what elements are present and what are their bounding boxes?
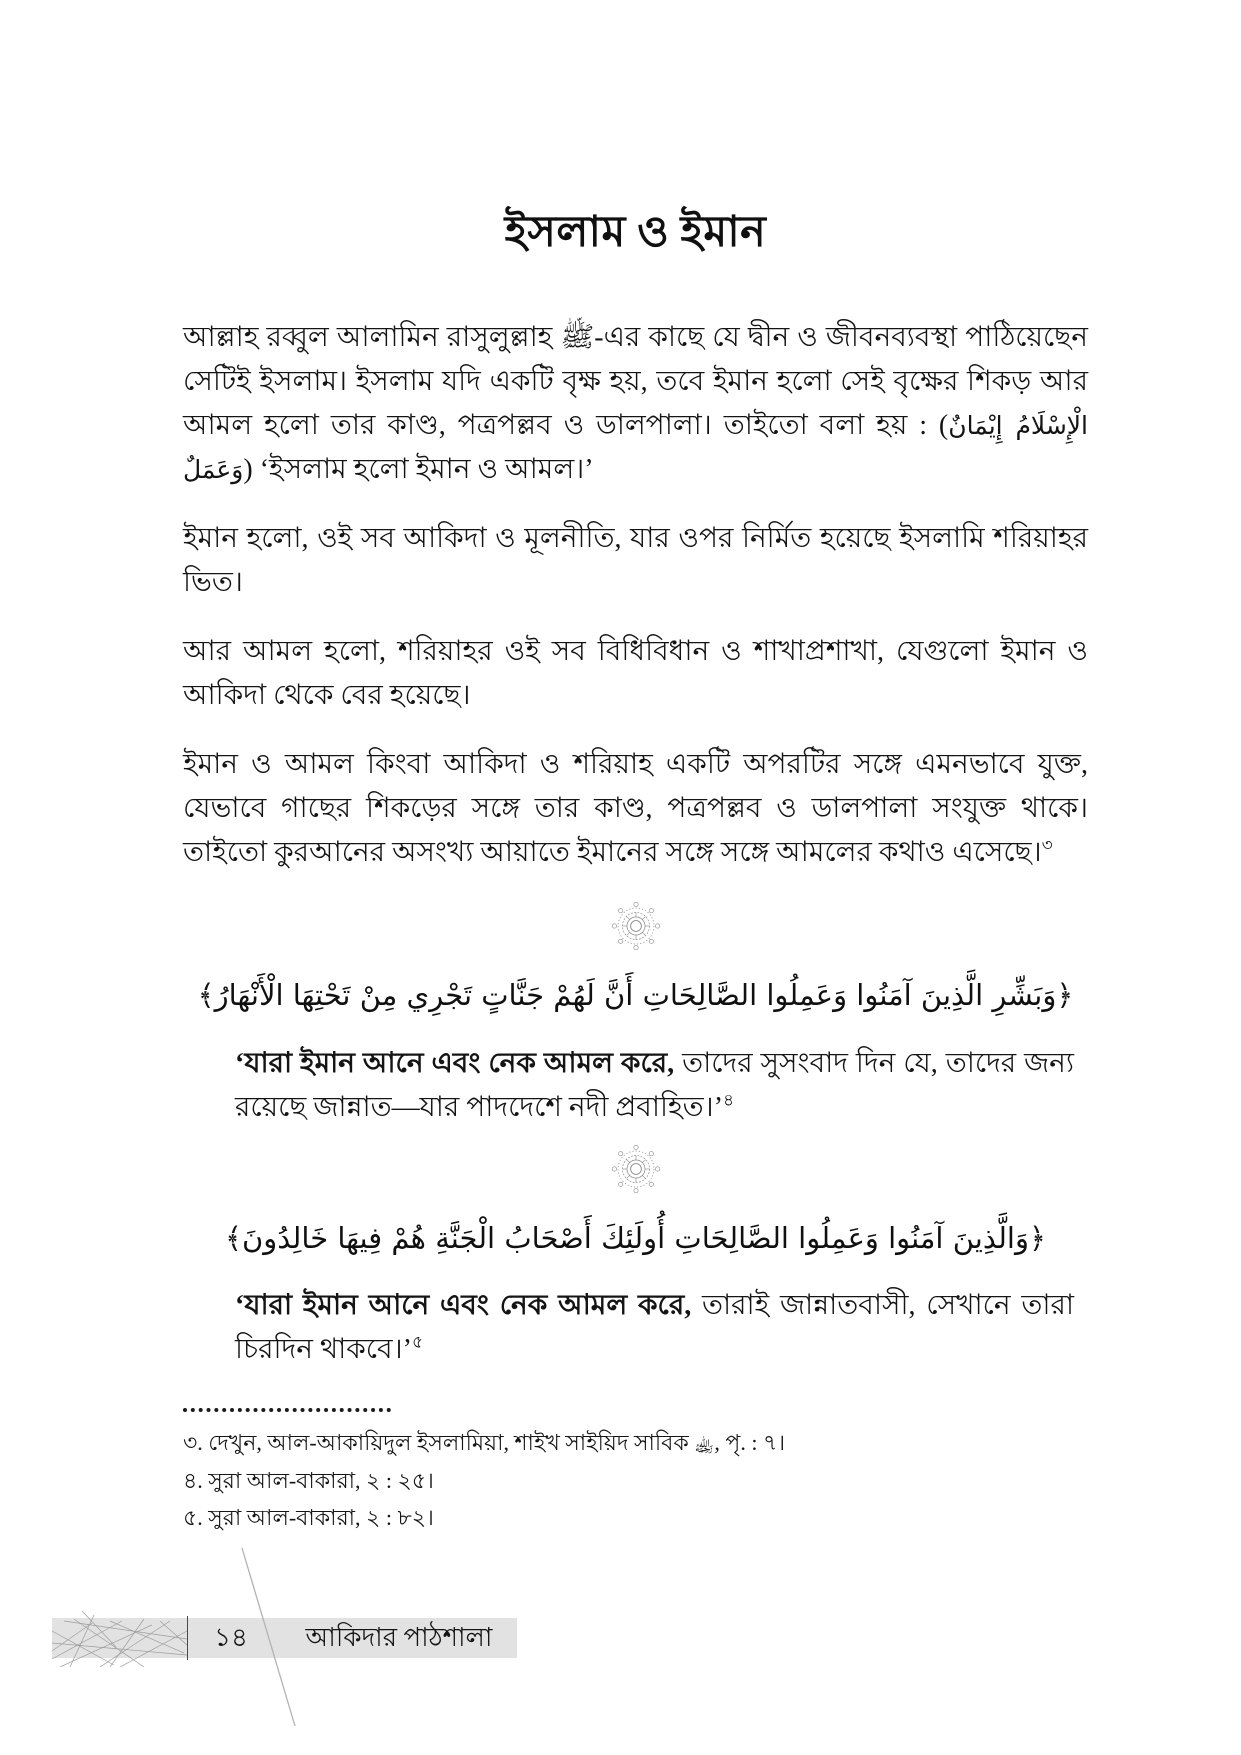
footnote: ৩. দেখুন, আল-আকায়িদুল ইসলামিয়া, শাইখ সাইয়িদ সাবিক ﵀, পৃ. : ৭। [183, 1429, 786, 1455]
ornament-rosette-icon [609, 1142, 663, 1196]
paragraph-iman-amal-relation [183, 743, 1088, 875]
geometric-lines-art [52, 1609, 187, 1667]
ornament-rosette-icon [609, 899, 663, 953]
pbuh-calligraphy-symbol: ﷺ [560, 320, 595, 353]
paragraph-text: -এর কাছে যে দ্বীন ও জীবনব্যবস্থা পাঠিয়েছেন সেটিই ইসলাম। ইসলাম যদি একটি বৃক্ষ হয়, তবে ইমান হলো সেই বৃক্ষের শিকড় আর আমল হলো তার কাণ্ড, পত্রপল্লব ও ডালপালা। তাইতো বলা হয় : ( [183, 322, 1088, 441]
footnote-reference: ৩ [1041, 835, 1053, 855]
footnote: ৪. সুরা আল-বাকারা, ২ : ২৫। [183, 1467, 434, 1493]
translation-bold-lead: ‘যারা ইমান আনে এবং নেক আমল করে, [235, 1047, 675, 1079]
book-title: আকিদার পাঠশালা [305, 1623, 493, 1652]
paragraph-amal-definition: আর আমল হলো, শরিয়াহর ওই সব বিধিবিধান ও শাখাপ্রশাখা, যেগুলো ইমান ও আকিদা থেকে বের হয়েছে। [183, 635, 1088, 711]
page-title: ইসলাম ও ইমান [504, 209, 767, 256]
page-number: ১৪ [214, 1623, 248, 1652]
footnotes-section [183, 1424, 1088, 1537]
paragraph-iman-definition: ইমান হলো, ওই সব আকিদা ও মূলনীতি, যার ওপর নির্মিত হয়েছে ইসলামি শরিয়াহর ভিত। [183, 522, 1088, 598]
arabic-inline-phrase: الْإِسْلَامُ إِيْمَانٌ وَعَمَلٌ [183, 410, 1088, 484]
footer-divider-line [187, 1616, 188, 1660]
quran-verse-arabic-2: ﴿وَالَّذِينَ آمَنُوا وَعَمِلُوا الصَّالِحَاتِ أُولَئِكَ أَصْحَابُ الْجَنَّةِ هُمْ فِيهَا خَالِدُونَ﴾ [225, 1220, 1046, 1255]
translation-bold-lead: ‘যারা ইমান আনে এবং নেক আমল করে, [235, 1289, 692, 1321]
paragraph-text: ইমান ও আমল কিংবা আকিদা ও শরিয়াহ একটি অপরটির সঙ্গে এমনভাবে যুক্ত, যেভাবে গাছের শিকড়ের সঙ্গে তার কাণ্ড, পত্রপল্লব ও ডালপালা সংযুক্ত থাকে। তাইতো কুরআনের অসংখ্য আয়াতে ইমানের সঙ্গে সঙ্গে আমলের কথাও এসেছে। [183, 748, 1088, 868]
footnote-reference: ৫ [411, 1332, 423, 1352]
paragraph-intro [183, 315, 1088, 492]
translation-text: তাদের সুসংবাদ দিন যে, তাদের জন্য রয়েছে জান্নাত—যার পাদদেশে নদী প্রবাহিত।’ [235, 1047, 1075, 1123]
section-divider [183, 1142, 1088, 1198]
page-content [183, 0, 1088, 1537]
footnote-divider [183, 1408, 391, 1412]
quran-verse-arabic-1: ﴿وَبَشِّرِ الَّذِينَ آمَنُوا وَعَمِلُوا الصَّالِحَاتِ أَنَّ لَهُمْ جَنَّاتٍ تَجْرِي مِنْ تَحْتِهَا الْأَنْهَارُ﴾ [197, 978, 1074, 1013]
verse-translation-2 [183, 1284, 1088, 1372]
footnote-reference: ৪ [723, 1090, 734, 1110]
footnote: ৫. সুরা আল-বাকারা, ২ : ৮২। [183, 1505, 434, 1531]
translation-text: তারাই জান্নাতবাসী, সেখানে তারা চিরদিন থাকবে।’ [235, 1289, 1074, 1365]
verse-translation-1 [183, 1042, 1088, 1130]
paragraph-text: আল্লাহ রব্বুল আলামিন রাসুলুল্লাহ [183, 322, 561, 353]
section-divider [183, 899, 1088, 955]
paragraph-text: ) ‘ইসলাম হলো ইমান ও আমল।’ [243, 453, 594, 485]
diagonal-slash-line [233, 1548, 313, 1726]
